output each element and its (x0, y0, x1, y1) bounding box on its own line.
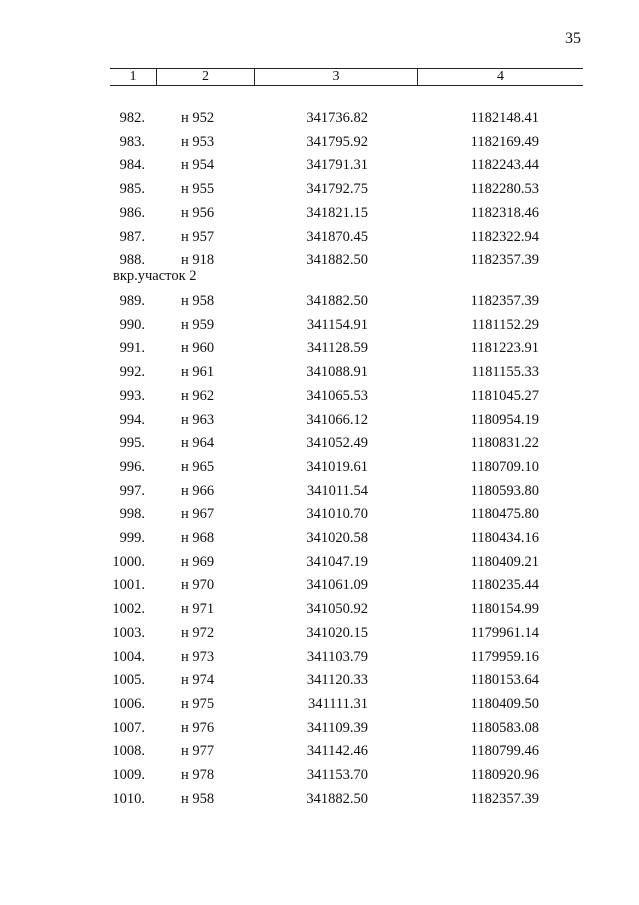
row-number: 990. (119, 316, 145, 333)
row-number: 984. (119, 157, 145, 174)
row-number: 994. (119, 411, 145, 428)
coord-x: 341011.54 (306, 482, 368, 499)
coord-x: 341791.31 (306, 157, 368, 174)
point-name: н 965 (181, 458, 215, 475)
coord-x: 341120.33 (306, 672, 368, 689)
point-name: н 955 (181, 181, 215, 198)
point-name: н 963 (181, 411, 215, 428)
coord-y: 1180475.80 (470, 506, 539, 523)
coord-x: 341061.09 (306, 577, 368, 594)
coord-y: 1182357.39 (470, 252, 539, 269)
point-name: н 957 (181, 228, 215, 245)
coord-y: 1180154.99 (470, 601, 539, 618)
row-number: 999. (119, 530, 145, 546)
coord-y: 1180831.22 (470, 435, 539, 452)
point-name: н 956 (181, 204, 215, 221)
table-row (0, 481, 639, 501)
coord-y: 1180593.80 (470, 482, 539, 499)
point-name: н 958 (181, 293, 215, 309)
point-name: н 973 (181, 648, 215, 665)
coord-x: 341882.50 (306, 293, 368, 309)
point-name: н 967 (181, 506, 215, 523)
row-number: 1010. (112, 790, 145, 807)
coord-y: 1182322.94 (470, 228, 539, 245)
coord-y: 1180709.10 (470, 458, 539, 475)
table-row (0, 386, 639, 406)
point-name: н 952 (181, 110, 215, 126)
row-number: 983. (119, 133, 145, 150)
coord-y: 1180409.50 (470, 695, 539, 712)
coord-y: 1182169.49 (470, 133, 539, 150)
coord-x: 341052.49 (306, 435, 368, 452)
coord-x: 341088.91 (306, 364, 368, 381)
coord-y: 1182280.53 (470, 181, 539, 198)
header-col-4: 4 (497, 69, 504, 84)
coord-y: 1182148.41 (470, 110, 539, 126)
row-number: 997. (119, 482, 145, 499)
coord-x: 341882.50 (306, 790, 368, 807)
row-number: 991. (119, 340, 145, 357)
coord-x: 341020.15 (306, 624, 368, 641)
section-note: вкр.участок 2 (113, 268, 197, 285)
table-row (0, 227, 639, 247)
table-row (0, 765, 639, 785)
coord-y: 1182243.44 (470, 157, 539, 174)
row-number: 995. (119, 435, 145, 452)
coord-x: 341010.70 (306, 506, 368, 523)
coord-x: 341047.19 (306, 553, 368, 570)
coord-y: 1181155.33 (471, 364, 539, 381)
table-row (0, 155, 639, 175)
row-number: 992. (119, 364, 145, 381)
row-number: 982. (119, 110, 145, 126)
coord-x: 341019.61 (306, 458, 368, 475)
row-number: 1002. (112, 601, 145, 618)
row-number: 1005. (112, 672, 145, 689)
coord-x: 341066.12 (306, 411, 368, 428)
point-name: н 966 (181, 482, 215, 499)
point-name: н 977 (181, 743, 215, 760)
point-name: н 960 (181, 340, 215, 357)
coord-y: 1180409.21 (470, 553, 539, 570)
row-number: 1009. (112, 767, 145, 783)
point-name: н 959 (181, 316, 215, 333)
coord-x: 341065.53 (306, 387, 368, 404)
coord-x: 341870.45 (306, 228, 368, 245)
coord-x: 341153.70 (306, 767, 368, 783)
coord-y: 1180434.16 (470, 530, 539, 546)
point-name: н 918 (181, 252, 215, 269)
row-number: 996. (119, 458, 145, 475)
coord-y: 1180954.19 (470, 411, 539, 428)
coord-x: 341882.50 (306, 252, 368, 269)
table-row (0, 647, 639, 667)
table-row (0, 315, 639, 335)
coord-x: 341111.31 (307, 695, 368, 712)
row-number: 1007. (112, 719, 145, 736)
header-col-1: 1 (110, 69, 157, 85)
table-row (0, 670, 639, 690)
point-name: н 969 (181, 553, 215, 570)
point-name: н 961 (181, 364, 215, 381)
coord-x: 341154.91 (306, 316, 368, 333)
row-number: 1008. (112, 743, 145, 760)
row-number: 988. (119, 252, 145, 269)
table-row (0, 410, 639, 430)
coord-y: 1180799.46 (470, 743, 539, 760)
row-number: 1000. (112, 553, 145, 570)
row-number: 987. (119, 228, 145, 245)
table-row (0, 552, 639, 572)
table-row (0, 291, 639, 311)
coord-y: 1181223.91 (470, 340, 539, 357)
point-name: н 953 (181, 133, 215, 150)
table-row (0, 203, 639, 223)
coord-y: 1180920.96 (470, 767, 539, 783)
table-row (0, 694, 639, 714)
table-row (0, 132, 639, 152)
coord-y: 1179959.16 (470, 648, 539, 665)
point-name: н 958 (181, 790, 215, 807)
coord-y: 1181152.29 (471, 316, 539, 333)
row-number: 985. (119, 181, 145, 198)
table-row (0, 504, 639, 524)
coord-x: 341109.39 (306, 719, 368, 736)
coord-x: 341128.59 (306, 340, 368, 357)
table-row (0, 362, 639, 382)
header-col-3: 3 (255, 69, 418, 85)
table-row (0, 108, 639, 128)
coord-x: 341103.79 (306, 648, 368, 665)
coord-y: 1182318.46 (470, 204, 539, 221)
table-row (0, 718, 639, 738)
coord-y: 1179961.14 (470, 624, 539, 641)
row-number: 986. (119, 204, 145, 221)
point-name: н 972 (181, 624, 215, 641)
coord-y: 1182357.39 (470, 293, 539, 309)
coord-x: 341050.92 (306, 601, 368, 618)
row-number: 993. (119, 387, 145, 404)
point-name: н 971 (181, 601, 215, 618)
point-name: н 964 (181, 435, 215, 452)
table-row (0, 623, 639, 643)
row-number: 1001. (112, 577, 145, 594)
table-row (0, 338, 639, 358)
point-name: н 978 (181, 767, 215, 783)
table-row (0, 575, 639, 595)
point-name: н 954 (181, 157, 215, 174)
row-number: 989. (119, 293, 145, 309)
row-number: 1003. (112, 624, 145, 641)
coord-y: 1181045.27 (470, 387, 539, 404)
coord-x: 341792.75 (306, 181, 368, 198)
coord-y: 1180153.64 (470, 672, 539, 689)
table-row (0, 433, 639, 453)
table-row (0, 179, 639, 199)
point-name: н 970 (181, 577, 215, 594)
table-row (0, 741, 639, 761)
page-number: 35 (565, 30, 581, 47)
row-number: 998. (119, 506, 145, 523)
header-col-2: 2 (157, 69, 255, 85)
coord-y: 1182357.39 (470, 790, 539, 807)
coord-y: 1180583.08 (470, 719, 539, 736)
row-number: 1004. (112, 648, 145, 665)
point-name: н 976 (181, 719, 215, 736)
coord-y: 1180235.44 (470, 577, 539, 594)
coord-x: 341795.92 (306, 133, 368, 150)
table-row (0, 457, 639, 477)
coord-x: 341736.82 (306, 110, 368, 126)
point-name: н 974 (181, 672, 215, 689)
point-name: н 975 (181, 695, 215, 712)
coord-x: 341821.15 (306, 204, 368, 221)
coord-x: 341020.58 (306, 530, 368, 546)
coord-x: 341142.46 (306, 743, 368, 760)
point-name: н 968 (181, 530, 215, 546)
point-name: н 962 (181, 387, 215, 404)
table-row (0, 250, 639, 270)
table-row (0, 599, 639, 619)
table-row (0, 789, 639, 809)
table-row (0, 528, 639, 548)
row-number: 1006. (112, 695, 145, 712)
